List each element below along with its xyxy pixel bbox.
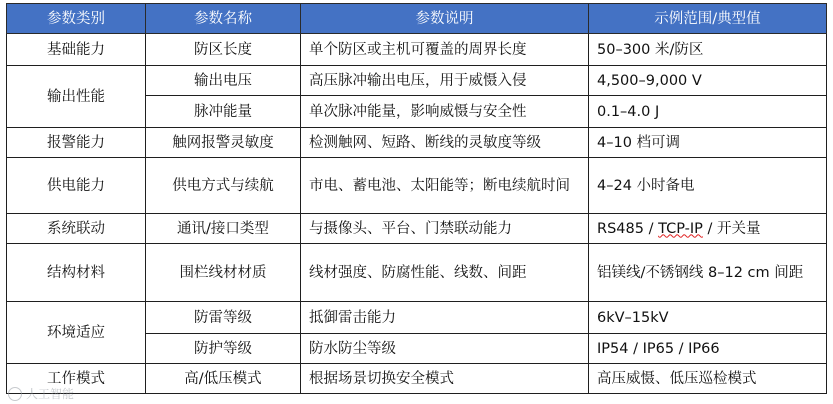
param-name-cell: 供电方式与续航 xyxy=(146,158,301,214)
category-cell: 工作模式 xyxy=(7,364,146,394)
parameter-table xyxy=(6,3,827,394)
param-name-cell: 输出电压 xyxy=(146,66,301,96)
param-name-cell: 围栏线材材质 xyxy=(146,244,301,302)
table-row xyxy=(7,158,827,214)
category-cell: 结构材料 xyxy=(7,244,146,302)
table-row xyxy=(7,214,827,244)
value-cell xyxy=(589,214,827,244)
value-cell: 4–10 档可调 xyxy=(589,128,827,158)
table-row xyxy=(7,66,827,96)
value-cell: 4–24 小时备电 xyxy=(589,158,827,214)
header-description: 参数说明 xyxy=(301,4,589,34)
value-part-underlined: TCP-IP xyxy=(658,220,703,237)
description-cell: 与摄像头、平台、门禁联动能力 xyxy=(301,214,589,244)
param-name-cell: 通讯/接口类型 xyxy=(146,214,301,244)
table-row xyxy=(7,302,827,334)
header-category: 参数类别 xyxy=(7,4,146,34)
value-part: RS485 / xyxy=(597,220,659,237)
value-cell: 4,500–9,000 V xyxy=(589,66,827,96)
value-part: / 开关量 xyxy=(702,220,761,237)
table-row xyxy=(7,244,827,302)
table-row xyxy=(7,34,827,66)
description-cell: 市电、蓄电池、太阳能等；断电续航时间 xyxy=(301,158,589,214)
param-name-cell: 触网报警灵敏度 xyxy=(146,128,301,158)
description-cell: 单个防区或主机可覆盖的周界长度 xyxy=(301,34,589,66)
description-cell: 抵御雷击能力 xyxy=(301,302,589,334)
table-row xyxy=(7,364,827,394)
category-cell: 环境适应 xyxy=(7,302,146,364)
param-name-cell: 防区长度 xyxy=(146,34,301,66)
watermark-text: 人工智能 xyxy=(26,387,75,401)
description-cell: 根据场景切换安全模式 xyxy=(301,364,589,394)
description-cell: 防水防尘等级 xyxy=(301,334,589,364)
value-cell: IP54 / IP65 / IP66 xyxy=(589,334,827,364)
logo-icon xyxy=(8,387,22,401)
header-value: 示例范围/典型值 xyxy=(589,4,827,34)
category-cell: 基础能力 xyxy=(7,34,146,66)
param-name-cell: 防雷等级 xyxy=(146,302,301,334)
description-cell: 线材强度、防腐性能、线数、间距 xyxy=(301,244,589,302)
description-cell: 检测触网、短路、断线的灵敏度等级 xyxy=(301,128,589,158)
param-name-cell: 防护等级 xyxy=(146,334,301,364)
category-cell: 报警能力 xyxy=(7,128,146,158)
description-cell: 高压脉冲输出电压，用于威慑入侵 xyxy=(301,66,589,96)
param-name-cell: 高/低压模式 xyxy=(146,364,301,394)
category-cell: 供电能力 xyxy=(7,158,146,214)
description-cell: 单次脉冲能量，影响威慑与安全性 xyxy=(301,96,589,128)
watermark xyxy=(8,385,74,402)
category-cell: 输出性能 xyxy=(7,66,146,128)
value-cell: 0.1–4.0 J xyxy=(589,96,827,128)
category-cell: 系统联动 xyxy=(7,214,146,244)
value-cell: 50–300 米/防区 xyxy=(589,34,827,66)
table-header-row xyxy=(7,4,827,34)
param-name-cell: 脉冲能量 xyxy=(146,96,301,128)
table-row xyxy=(7,128,827,158)
value-cell: 6kV–15kV xyxy=(589,302,827,334)
value-cell: 铝镁线/不锈钢线 8–12 cm 间距 xyxy=(589,244,827,302)
value-cell: 高压威慑、低压巡检模式 xyxy=(589,364,827,394)
header-name: 参数名称 xyxy=(146,4,301,34)
